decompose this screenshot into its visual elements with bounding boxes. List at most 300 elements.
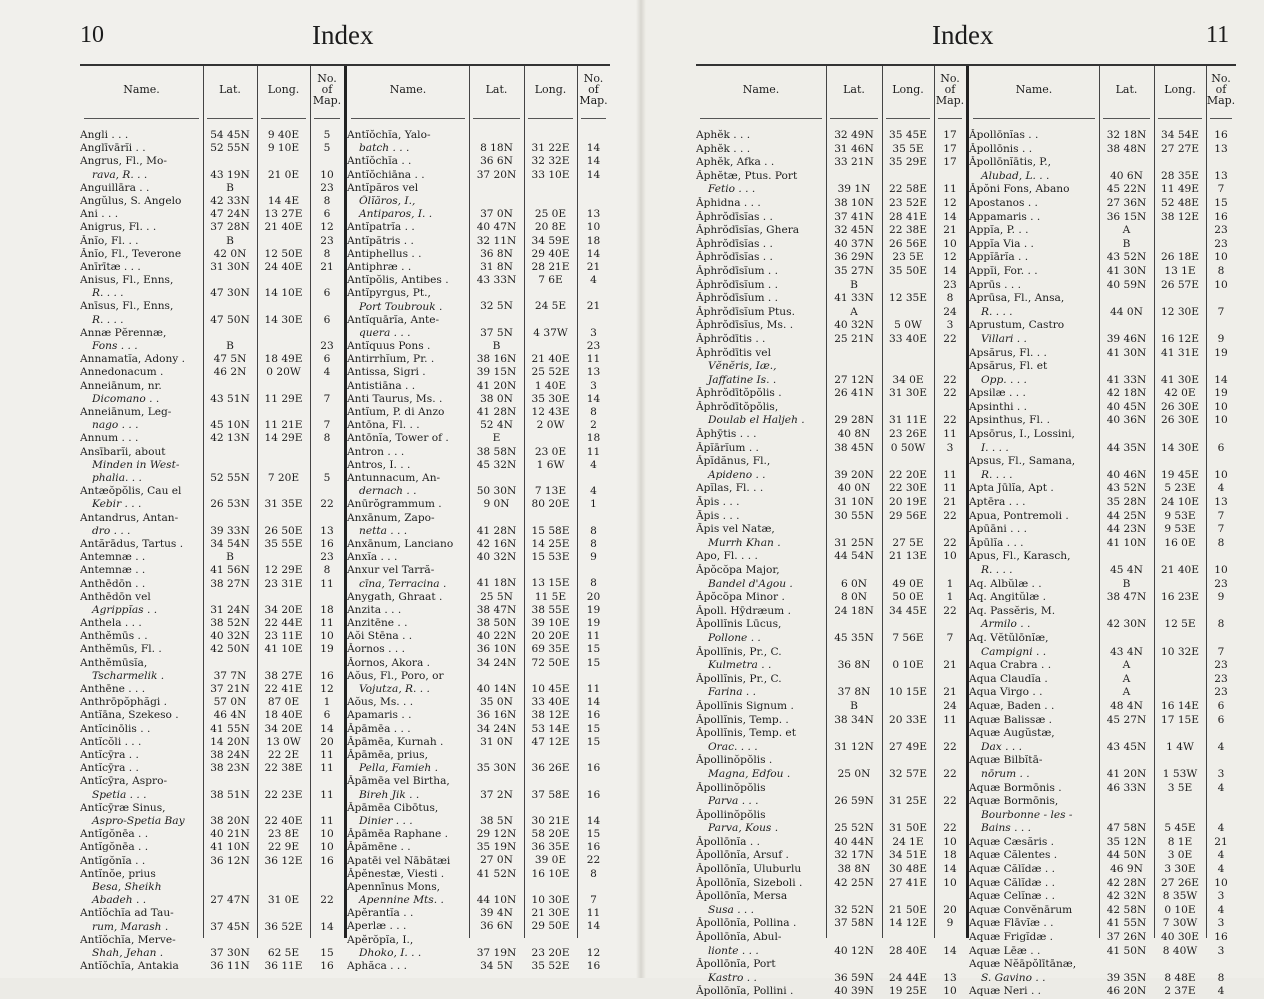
- entry-name-line: Antĭum, P. di Anzo: [347, 406, 445, 419]
- entry-name: [80, 564, 199, 577]
- entry-name: [969, 428, 1095, 455]
- entry-longitude: 39 0E: [534, 854, 567, 867]
- index-entry: [696, 238, 966, 252]
- entry-latitude: 37 30N: [210, 946, 250, 959]
- entry-latitude: 37 8N: [837, 686, 871, 699]
- entry-name-line: Antĭāna, Szekeso .: [80, 709, 179, 722]
- index-entry: [696, 265, 966, 279]
- index-entry: [347, 617, 610, 630]
- entry-latitude: 47 50N: [210, 313, 250, 326]
- index-entry: [347, 248, 610, 261]
- entry-name: [969, 265, 1095, 279]
- entry-name: [347, 604, 465, 617]
- index-entry: [969, 877, 1236, 891]
- header-lat: Lat.: [1115, 82, 1138, 96]
- entry-name: [969, 360, 1095, 387]
- entry-map-number: 17: [943, 129, 957, 141]
- entry-map-number: 8: [323, 194, 331, 207]
- entry-map-number: 23: [1214, 224, 1228, 237]
- index-entry: [347, 169, 610, 182]
- header-underline: [473, 118, 520, 119]
- entry-name-line: Ăpollōnĭātis, P.,: [969, 156, 1052, 169]
- entry-latitude: 38 47N: [1106, 591, 1147, 604]
- entry-name: [696, 333, 822, 347]
- entry-map-number: 7: [323, 419, 331, 432]
- entry-name-line: Anisus, Fl., Enns,: [80, 274, 174, 287]
- entry-longitude: 4 37W: [533, 326, 568, 339]
- entry-longitude: 3 30E: [1164, 863, 1196, 876]
- entry-name-line: Aquæ Lēæ . .: [969, 944, 1041, 957]
- index-entry: [969, 401, 1236, 415]
- index-entry: [347, 723, 610, 736]
- entry-longitude: 5 45E: [1164, 822, 1196, 835]
- entry-name-line: Antĭŏchĭa, Yalo-: [347, 129, 431, 141]
- entry-map-number: 22: [943, 387, 957, 400]
- entry-name-line: Antĭpyrgus, Pt.,: [347, 287, 431, 300]
- index-entry: [347, 855, 610, 868]
- entry-map-number: 21: [943, 496, 957, 509]
- entry-name-line: Ăpĭārĭum . .: [696, 441, 759, 454]
- index-entry: [696, 958, 966, 985]
- header-map-line: Map.: [935, 93, 965, 107]
- entry-name: [696, 605, 822, 619]
- entry-name-line: Ăphrŏdīsĭum . .: [696, 264, 779, 277]
- entry-name: [696, 265, 822, 279]
- index-entry: [347, 419, 610, 432]
- entry-latitude: 31 12N: [834, 740, 874, 753]
- entry-longitude: 24 10E: [1160, 496, 1200, 509]
- entry-map-number: 11: [943, 482, 957, 495]
- entry-latitude: B: [226, 234, 234, 247]
- header-name: Name.: [742, 82, 780, 96]
- entry-map-number: 21: [943, 686, 957, 699]
- index-entry: [80, 221, 344, 234]
- entry-longitude: 12 29E: [264, 564, 303, 577]
- entry-name-line: Ăpŏcŏpa Minor .: [696, 591, 785, 604]
- entry-map-number: 5: [323, 471, 331, 484]
- entry-latitude: 38 48N: [1106, 142, 1147, 155]
- entry-name-continuation: Bourbonne - les -: [981, 808, 1073, 821]
- index-entry: [969, 265, 1236, 279]
- index-entry: [347, 736, 610, 749]
- entry-name-line: Aprustum, Castro: [969, 319, 1065, 332]
- entry-latitude: 42 25N: [834, 876, 874, 889]
- entry-latitude: 37 58N: [834, 917, 874, 930]
- entry-name: [80, 195, 199, 208]
- entry-latitude: 41 55N: [210, 722, 250, 735]
- entry-longitude: 22 38E: [264, 762, 303, 775]
- entry-name: [969, 279, 1095, 293]
- entry-longitude: 3 5E: [1167, 781, 1193, 794]
- entry-name: [80, 855, 199, 868]
- entry-name: [347, 129, 465, 155]
- entry-name-line: Ăornos, Akora .: [347, 656, 431, 669]
- entry-name-line: Apsărus, Fl. . .: [969, 346, 1047, 359]
- index-entry: [969, 945, 1236, 959]
- entry-name-continuation: Vĕnĕris, Iæ.,: [708, 360, 777, 373]
- entry-map-number: 18: [586, 234, 601, 247]
- entry-latitude: 50 30N: [476, 485, 517, 498]
- index-entry: [969, 605, 1236, 632]
- entry-latitude: 30 55N: [834, 509, 874, 522]
- index-entry: [969, 632, 1236, 659]
- entry-name-line: Ăpollōnĭa, Sizeboli .: [696, 876, 803, 889]
- index-entry: [696, 917, 966, 931]
- entry-latitude: 45 27N: [1106, 713, 1147, 726]
- header-underline: [830, 118, 878, 119]
- entry-name: [969, 319, 1095, 346]
- index-entry: [969, 985, 1236, 999]
- entry-latitude: 41 33N: [834, 292, 874, 305]
- entry-latitude: 36 15N: [1106, 210, 1147, 223]
- entry-map-number: 11: [943, 713, 957, 726]
- index-column: [347, 129, 610, 973]
- index-entry: [696, 673, 966, 700]
- entry-longitude: 22 23E: [264, 788, 303, 801]
- entry-longitude: 33 40E: [888, 332, 928, 345]
- entry-longitude: 33 10E: [531, 168, 570, 181]
- index-entry: [347, 353, 610, 366]
- entry-latitude: 38 23N: [210, 762, 250, 775]
- entry-name: [969, 782, 1095, 796]
- entry-map-number: 10: [1214, 564, 1228, 576]
- entry-name-line: Annamatĭa, Adony .: [80, 353, 186, 366]
- index-entry: [969, 510, 1236, 524]
- entry-latitude: 31 0N: [480, 735, 513, 748]
- entry-longitude: 50 0E: [892, 591, 924, 604]
- page-number: 11: [1206, 22, 1230, 48]
- entry-name-line: Ăpollĭnis, Temp. .: [696, 713, 789, 726]
- entry-name-line: Anthĕmūs . .: [80, 630, 148, 643]
- entry-latitude: 35 27N: [834, 264, 874, 277]
- entry-longitude: 7 56E: [892, 631, 924, 644]
- entry-map-number: 14: [586, 247, 601, 260]
- entry-name: [696, 129, 822, 143]
- entry-name-line: Ăphrŏdīsĭum Ptus.: [696, 305, 795, 318]
- entry-longitude: 87 0E: [267, 696, 300, 709]
- index-entry: [80, 432, 344, 445]
- header-lat: Lat.: [485, 82, 508, 96]
- entry-longitude: 27 27E: [1160, 142, 1200, 155]
- entry-map-number: 11: [943, 468, 957, 481]
- entry-name-continuation: R. . . .: [92, 313, 124, 326]
- entry-name-continuation: quera . . .: [359, 326, 411, 339]
- entry-longitude: 29 56E: [888, 509, 928, 522]
- entry-name: [80, 709, 199, 722]
- entry-longitude: 24 40E: [264, 260, 303, 273]
- entry-name-continuation: Bandel d'Agou .: [708, 577, 793, 590]
- entry-map-number: 7: [1217, 509, 1225, 522]
- entry-longitude: 31 30E: [888, 387, 928, 400]
- entry-map-number: 4: [1217, 482, 1225, 495]
- entry-longitude: 3 0E: [1167, 849, 1193, 862]
- entry-map-number: 24: [943, 699, 957, 712]
- entry-name-continuation: Kebir . . .: [92, 498, 142, 511]
- index-entry: [969, 673, 1236, 687]
- entry-name: [80, 683, 199, 696]
- entry-longitude: 8 35W: [1162, 890, 1198, 903]
- entry-name-line: Antĭgŏnĭa . .: [80, 854, 146, 867]
- entry-map-number: 6: [323, 208, 331, 221]
- entry-latitude: 37 5N: [480, 326, 513, 339]
- entry-longitude: 24 44E: [888, 971, 928, 984]
- entry-latitude: 36 59N: [834, 971, 874, 984]
- entry-latitude: 31 25N: [834, 536, 874, 549]
- entry-longitude: 30 48E: [888, 863, 928, 876]
- entry-map-number: 10: [320, 630, 334, 643]
- entry-longitude: 12 35E: [888, 292, 928, 305]
- index-entry: [80, 617, 344, 630]
- entry-longitude: 80 20E: [531, 498, 570, 511]
- entry-longitude: 38 12E: [1160, 210, 1200, 223]
- header-underline: [1103, 118, 1150, 119]
- entry-longitude: 31 50E: [888, 822, 928, 835]
- entry-longitude: 52 48E: [1160, 196, 1200, 209]
- entry-name-line: Antĭpŏlis, Antibes .: [347, 274, 449, 287]
- entry-name: [80, 261, 199, 274]
- header-map-line: Map.: [312, 93, 342, 107]
- entry-longitude: 26 50E: [264, 524, 303, 537]
- entry-longitude: 7 30W: [1162, 917, 1198, 930]
- index-entry: [80, 261, 344, 274]
- entry-name-line: Apostanos . .: [969, 196, 1038, 209]
- entry-longitude: 11 5E: [534, 590, 567, 603]
- index-entry: [696, 482, 966, 496]
- entry-latitude: 38 5N: [480, 814, 513, 827]
- entry-latitude: 46 4N: [213, 709, 247, 722]
- entry-longitude: 27 41E: [888, 876, 928, 889]
- entry-latitude: 43 33N: [476, 274, 517, 287]
- entry-latitude: 46 2N: [213, 366, 247, 379]
- index-entry: [347, 366, 610, 379]
- entry-longitude: 23 26E: [888, 428, 928, 441]
- entry-name-line: Ăpŏcŏpa Major,: [696, 564, 780, 577]
- entry-map-number: 23: [1214, 659, 1228, 672]
- entry-map-number: 1: [590, 498, 597, 511]
- entry-name-continuation: Villari . .: [981, 332, 1027, 345]
- entry-latitude: 41 20N: [1106, 767, 1147, 780]
- entry-name-continuation: Dhoko, I. . .: [359, 946, 422, 959]
- index-entry: [80, 762, 344, 775]
- entry-name: [696, 319, 822, 333]
- index-entry: [696, 279, 966, 293]
- entry-longitude: 36 52E: [264, 920, 303, 933]
- entry-name-line: Aquæ Cæsăris .: [969, 835, 1055, 848]
- entry-latitude: 27 36N: [1106, 196, 1147, 209]
- index-entry: [80, 327, 344, 353]
- entry-map-number: 9: [1217, 332, 1225, 345]
- header-map-number: [1206, 66, 1236, 112]
- entry-name: [347, 551, 465, 564]
- entry-name: [969, 836, 1095, 850]
- index-entry: [696, 156, 966, 170]
- entry-latitude: 38 16N: [476, 353, 517, 366]
- entry-latitude: 46 33N: [1106, 781, 1147, 794]
- entry-map-number: 13: [320, 524, 334, 537]
- entry-map-number: 16: [586, 841, 601, 854]
- entry-longitude: 26 30E: [1160, 400, 1200, 413]
- entry-name: [696, 917, 822, 931]
- entry-latitude: 41 20N: [476, 379, 517, 392]
- entry-name: [696, 877, 822, 891]
- entry-name-line: Ăpāmēa . . .: [347, 722, 411, 735]
- entry-name-line: Ăphȳtis . . .: [696, 428, 757, 441]
- entry-longitude: 11 29E: [264, 392, 303, 405]
- entry-longitude: 12 30E: [1160, 305, 1200, 318]
- entry-name: [696, 550, 822, 564]
- entry-latitude: 35 12N: [1106, 835, 1147, 848]
- entry-name-line: Anglīvārĭi . .: [80, 142, 146, 155]
- entry-latitude: 47 5N: [213, 353, 247, 366]
- entry-name: [347, 907, 465, 920]
- entry-name-line: Antĭgŏnēa . .: [80, 828, 149, 841]
- index-entry: [696, 550, 966, 564]
- entry-longitude: 12 50E: [264, 247, 303, 260]
- entry-latitude: 38 24N: [210, 748, 250, 761]
- index-entry: [969, 197, 1236, 211]
- entry-name-line: Apennīnus Mons,: [347, 880, 441, 893]
- entry-latitude: 46 20N: [1106, 985, 1147, 998]
- entry-name: [347, 512, 465, 538]
- entry-longitude: 20 20E: [531, 630, 570, 643]
- entry-name-line: Aptēra . . .: [969, 496, 1026, 509]
- entry-name-continuation: Apideno . .: [708, 468, 766, 481]
- entry-longitude: 21 13E: [888, 550, 928, 563]
- entry-name-line: Ănĭo, Fl., Teverone: [80, 247, 182, 260]
- entry-map-number: 15: [320, 946, 334, 959]
- entry-map-number: 22: [943, 332, 957, 345]
- entry-name: [969, 482, 1095, 496]
- entry-name: [696, 714, 822, 728]
- index-entry: [969, 387, 1236, 401]
- entry-map-number: 6: [1217, 441, 1225, 454]
- entry-name-continuation: nōrum . .: [981, 767, 1030, 780]
- entry-name: [347, 314, 465, 340]
- entry-latitude: 45 35N: [834, 631, 874, 644]
- entry-name: [347, 630, 465, 643]
- entry-latitude: 41 30N: [1106, 264, 1147, 277]
- entry-latitude: 43 19N: [210, 168, 250, 181]
- entry-map-number: 3: [946, 441, 954, 454]
- entry-latitude: 38 52N: [210, 617, 250, 630]
- entry-name: [347, 248, 465, 261]
- index-entry: [80, 643, 344, 656]
- header-map-line: of: [1215, 82, 1227, 96]
- entry-name-line: Antĭŏchiāna . .: [347, 168, 425, 181]
- entry-name: [347, 155, 465, 168]
- entry-latitude: 40 8N: [837, 428, 871, 441]
- index-column: [969, 129, 1236, 999]
- entry-name-line: Anxĭa . . .: [347, 551, 398, 564]
- index-entry: [969, 782, 1236, 796]
- entry-name: [696, 890, 822, 917]
- entry-longitude: 35 45E: [888, 129, 928, 141]
- entry-name-line: Ăpāmēa Cibōtus,: [347, 801, 439, 814]
- entry-name: [969, 795, 1095, 836]
- entry-map-number: 21: [1214, 835, 1228, 848]
- index-entry: [969, 143, 1236, 157]
- entry-name: [347, 749, 465, 775]
- entry-map-number: 15: [586, 735, 601, 748]
- entry-latitude: A: [1122, 672, 1131, 685]
- entry-name: [696, 564, 822, 591]
- entry-name-line: Antĭcȳra . .: [80, 749, 139, 761]
- entry-name: [347, 709, 465, 722]
- entry-map-number: 4: [590, 274, 597, 287]
- entry-map-number: 14: [586, 168, 601, 181]
- index-entry: [347, 459, 610, 472]
- entry-name: [969, 605, 1095, 632]
- entry-name: [347, 169, 465, 182]
- entry-name: [969, 523, 1095, 537]
- entry-name: [80, 762, 199, 775]
- index-entry: [696, 455, 966, 482]
- entry-longitude: 35 30E: [531, 392, 570, 405]
- entry-latitude: 40 37N: [834, 237, 874, 250]
- index-entry: [80, 380, 344, 406]
- entry-longitude: 31 11E: [888, 414, 928, 427]
- entry-name-continuation: Murrh Khan .: [708, 536, 781, 549]
- entry-name-line: Antistiāna . .: [347, 379, 416, 392]
- entry-name: [80, 775, 199, 801]
- entry-map-number: 22: [943, 604, 957, 617]
- entry-longitude: 7 13E: [534, 485, 567, 498]
- entry-name-line: Ăphrŏdīsĭum . .: [696, 292, 779, 305]
- entry-name: [969, 890, 1095, 904]
- entry-name: [696, 523, 822, 550]
- entry-name-line: Ăornos . . .: [347, 643, 405, 656]
- entry-map-number: 1: [946, 591, 954, 604]
- entry-latitude: 42 30N: [1106, 618, 1147, 631]
- entry-map-number: 3: [1217, 917, 1225, 930]
- entry-map-number: 21: [943, 659, 957, 672]
- header-map-line: Map.: [579, 93, 608, 107]
- entry-latitude: 39 35N: [1106, 971, 1147, 984]
- entry-map-number: 8: [590, 537, 597, 550]
- entry-name-line: Aquæ Bormōnis,: [969, 795, 1059, 808]
- index-entry: [969, 578, 1236, 592]
- entry-map-number: 23: [1214, 672, 1228, 685]
- entry-map-number: 11: [586, 683, 601, 695]
- entry-name: [347, 182, 465, 222]
- entry-name: [969, 156, 1095, 183]
- entry-name: [696, 211, 822, 225]
- entry-name-continuation: rum, Marash .: [92, 920, 169, 933]
- index-entry: [347, 221, 610, 234]
- entry-name-line: Ăphrŏdītis vel: [696, 346, 771, 359]
- entry-latitude: 36 16N: [476, 709, 517, 722]
- entry-longitude: 21 40E: [531, 353, 570, 366]
- entry-latitude: 39 46N: [1106, 332, 1147, 345]
- entry-latitude: 44 25N: [1106, 509, 1147, 522]
- entry-name-line: Aq. Passĕris, M.: [969, 604, 1056, 617]
- entry-name-line: Ăphrŏdīsĭus, Ms. .: [696, 319, 794, 332]
- entry-longitude: 10 30E: [531, 894, 570, 907]
- index-entry: [696, 618, 966, 645]
- entry-longitude: 14 30E: [1160, 441, 1200, 454]
- entry-longitude: 11 21E: [264, 419, 303, 432]
- entry-name-line: Anneiānum, nr.: [80, 379, 162, 392]
- entry-name-line: Apatēi vel Nābătæi: [347, 854, 451, 867]
- entry-latitude: 43 52N: [1106, 482, 1147, 495]
- entry-name-line: Antōnĭa, Tower of .: [347, 432, 449, 445]
- entry-map-number: 12: [320, 221, 334, 234]
- entry-map-number: 4: [1217, 863, 1225, 876]
- book-gutter: [636, 0, 646, 978]
- entry-name-line: Antĭquus Pons .: [347, 340, 431, 353]
- entry-name-continuation: Aspro-Spetia Bay: [92, 814, 185, 827]
- index-entry: [696, 985, 966, 999]
